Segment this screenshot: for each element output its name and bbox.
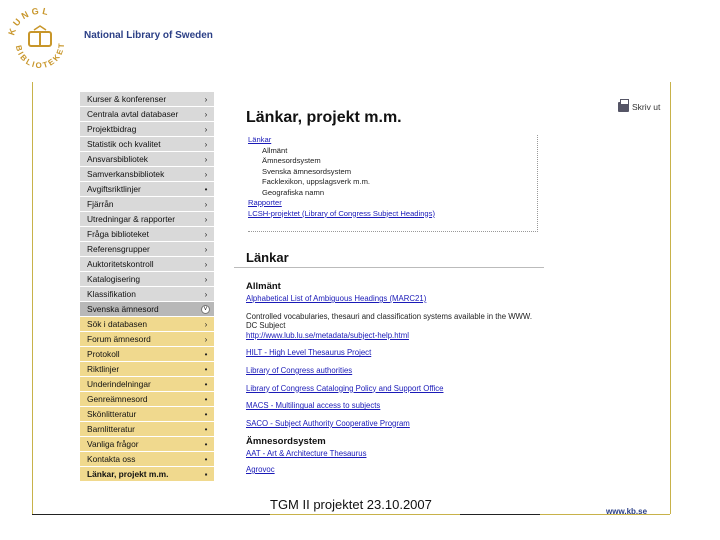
print-label: Skriv ut xyxy=(632,102,661,112)
kb-logo xyxy=(4,4,76,72)
sidebar-item-projektbidrag[interactable] xyxy=(80,122,214,137)
toc-item[interactable]: Ämnesordsystem xyxy=(262,156,321,165)
frame-bottom-mid-rule xyxy=(460,514,540,515)
link-agrovoc[interactable]: Agrovoc xyxy=(246,464,275,474)
sidebar-item-utredningar[interactable] xyxy=(80,212,214,227)
sidebar-item-label: Forum ämnesord xyxy=(87,334,151,344)
chevron-right-icon: › xyxy=(204,124,208,134)
sidebar-item-avgiftsriktlinjer[interactable] xyxy=(80,182,214,197)
sidebar-item-label: Vanliga frågor xyxy=(87,439,139,449)
sidebar-item-label: Avgiftsriktlinjer xyxy=(87,184,141,194)
sidebar-item-label: Ansvarsbibliotek xyxy=(87,154,148,164)
sidebar-nav xyxy=(80,92,214,502)
list-item xyxy=(246,312,536,341)
list-item xyxy=(246,348,536,358)
svg-text:BIBLIOTEKET: BIBLIOTEKET xyxy=(13,41,67,71)
sidebar-item-label: Barnlitteratur xyxy=(87,424,135,434)
link-loc-cataloging-policy[interactable]: Library of Congress Cataloging Policy and Support Office xyxy=(246,383,444,393)
square-icon: ▪ xyxy=(204,469,208,479)
bullet-icon: • xyxy=(204,409,208,419)
bullet-icon: • xyxy=(204,364,208,374)
sidebar-item-label: Centrala avtal databaser xyxy=(87,109,179,119)
sidebar-item-label: Protokoll xyxy=(87,349,120,359)
bullet-icon: • xyxy=(204,394,208,404)
subsection-title: Ämnesordsystem xyxy=(246,436,326,448)
sidebar-item-katalogisering[interactable] xyxy=(80,272,214,287)
frame-bottom-left-rule xyxy=(32,514,270,515)
sidebar-item-vanliga-fragor[interactable] xyxy=(80,437,214,452)
subsection-title: Allmänt xyxy=(246,281,281,292)
link-ambiguous-headings[interactable]: Alphabetical List of Ambiguous Headings (MARC21) xyxy=(246,294,427,303)
link-aat[interactable]: AAT - Art & Architecture Thesaurus xyxy=(246,449,367,459)
chevron-right-icon: › xyxy=(204,274,208,284)
toc-item[interactable]: Svenska ämnesordsystem xyxy=(262,166,352,176)
print-button[interactable] xyxy=(618,102,660,112)
links-content xyxy=(246,281,536,481)
sidebar-item-underindelningar[interactable] xyxy=(80,377,214,392)
bullet-icon: • xyxy=(204,424,208,434)
bullet-icon: • xyxy=(204,379,208,389)
sidebar-item-label: Auktoritetskontroll xyxy=(87,259,154,269)
list-item xyxy=(246,465,536,475)
sidebar-item-referensgrupper[interactable] xyxy=(80,242,214,257)
chevron-right-icon: › xyxy=(204,199,208,209)
sidebar-item-label: Referensgrupper xyxy=(87,244,150,254)
sidebar-item-label: Katalogisering xyxy=(87,274,141,284)
sidebar-item-label: Länkar, projekt m.m. xyxy=(87,469,169,479)
sidebar-item-label: Samverkansbibliotek xyxy=(87,169,165,179)
sidebar-item-genreamnesord[interactable] xyxy=(80,392,214,407)
sidebar-item-label: Utredningar & rapporter xyxy=(87,214,175,224)
list-item xyxy=(246,294,536,304)
sidebar-item-label: Kurser & konferenser xyxy=(87,94,167,104)
list-item xyxy=(246,384,536,394)
printer-icon xyxy=(618,102,629,112)
table-of-contents xyxy=(248,135,538,232)
chevron-right-icon: › xyxy=(204,259,208,269)
sidebar-item-fjarran[interactable] xyxy=(80,197,214,212)
list-item xyxy=(246,401,536,411)
sidebar-item-label: Skönlitteratur xyxy=(87,409,137,419)
chevron-right-icon: › xyxy=(204,139,208,149)
sidebar-item-forum-amnesord[interactable] xyxy=(80,332,214,347)
sidebar-item-centrala-avtal[interactable] xyxy=(80,107,214,122)
toc-item[interactable]: Geografiska namn xyxy=(262,187,325,197)
sidebar-item-label: Underindelningar xyxy=(87,379,151,389)
chevron-right-icon: › xyxy=(204,334,208,344)
chevron-right-icon: › xyxy=(204,154,208,164)
chevron-down-icon: v xyxy=(201,305,210,314)
sidebar-item-sok-i-databasen[interactable] xyxy=(80,317,214,332)
section-divider xyxy=(234,267,544,268)
toc-item[interactable]: Facklexikon, uppslagsverk m.m. xyxy=(262,177,371,186)
entry-description: Controlled vocabularies, thesauri and classification systems available in the WWW. DC Subject xyxy=(246,311,533,331)
sidebar-item-statistik[interactable] xyxy=(80,137,214,152)
footer-caption: TGM II projektet 23.10.2007 xyxy=(270,497,432,512)
sidebar-item-riktlinjer[interactable] xyxy=(80,362,214,377)
chevron-right-icon: › xyxy=(204,94,208,104)
site-name[interactable]: National Library of Sweden xyxy=(84,30,213,41)
list-item xyxy=(246,449,536,459)
bullet-icon: • xyxy=(204,439,208,449)
toc-link-rapporter[interactable]: Rapporter xyxy=(248,198,282,207)
sidebar-item-lankar-projekt[interactable] xyxy=(80,467,214,482)
sidebar-item-label: Riktlinjer xyxy=(87,364,120,374)
sidebar-item-label: Fjärrån xyxy=(87,199,114,209)
chevron-right-icon: › xyxy=(204,214,208,224)
sidebar-item-klassifikation[interactable] xyxy=(80,287,214,302)
link-hilt[interactable]: HILT - High Level Thesaurus Project xyxy=(246,348,372,358)
sidebar-item-skonlitteratur[interactable] xyxy=(80,407,214,422)
sidebar-item-ansvarsbibliotek[interactable] xyxy=(80,152,214,167)
sidebar-item-kontakta-oss[interactable] xyxy=(80,452,214,467)
toc-item[interactable]: Allmänt xyxy=(262,145,288,155)
bullet-icon: • xyxy=(204,454,208,464)
frame-left-rule xyxy=(32,82,33,514)
chevron-right-icon: › xyxy=(204,244,208,254)
sidebar-item-kurser[interactable] xyxy=(80,92,214,107)
link-macs[interactable]: MACS - Multilingual access to subjects xyxy=(246,401,381,411)
sidebar-item-label: Sök i databasen xyxy=(87,319,148,329)
sidebar-item-samverkansbibliotek[interactable] xyxy=(80,167,214,182)
sidebar-item-auktoritetskontroll[interactable] xyxy=(80,257,214,272)
sidebar-item-fraga-biblioteket[interactable] xyxy=(80,227,214,242)
sidebar-item-label: Kontakta oss xyxy=(87,454,136,464)
footer-site-link[interactable]: www.kb.se xyxy=(606,507,648,516)
chevron-right-icon: › xyxy=(204,169,208,179)
sidebar-item-barnlitteratur[interactable] xyxy=(80,422,214,437)
sidebar-item-label: Statistik och kvalitet xyxy=(87,139,161,149)
link-lub-subject-help[interactable]: http://www.lub.lu.se/metadata/subject-help.html xyxy=(246,330,409,340)
toc-link-lcsh[interactable]: LCSH-projektet (Library of Congress Subject Headings) xyxy=(248,208,435,218)
link-saco[interactable]: SACO - Subject Authority Cooperative Program xyxy=(246,418,410,428)
sidebar-item-label: Klassifikation xyxy=(87,289,136,299)
chevron-right-icon: › xyxy=(204,229,208,239)
frame-right-rule xyxy=(670,82,671,514)
sidebar-item-svenska-amnesord[interactable] xyxy=(80,302,214,317)
list-item xyxy=(246,419,536,429)
svg-text:KUNGL: KUNGL xyxy=(6,5,53,37)
sidebar-item-label: Svenska ämnesord xyxy=(87,304,159,314)
sidebar-item-label: Fråga biblioteket xyxy=(87,229,149,239)
section-title: Länkar xyxy=(246,250,289,265)
bullet-icon: • xyxy=(204,349,208,359)
toc-link-lankar[interactable]: Länkar xyxy=(248,135,272,144)
sidebar-item-label: Genreämnesord xyxy=(87,394,148,404)
page-title: Länkar, projekt m.m. xyxy=(246,109,402,126)
sidebar-item-protokoll[interactable] xyxy=(80,347,214,362)
link-loc-authorities[interactable]: Library of Congress authorities xyxy=(246,365,353,375)
sidebar-item-label: Projektbidrag xyxy=(87,124,137,134)
chevron-right-icon: › xyxy=(204,289,208,299)
chevron-right-icon: › xyxy=(204,109,208,119)
chevron-right-icon: › xyxy=(204,319,208,329)
bullet-icon: • xyxy=(204,184,208,194)
list-item xyxy=(246,366,536,376)
